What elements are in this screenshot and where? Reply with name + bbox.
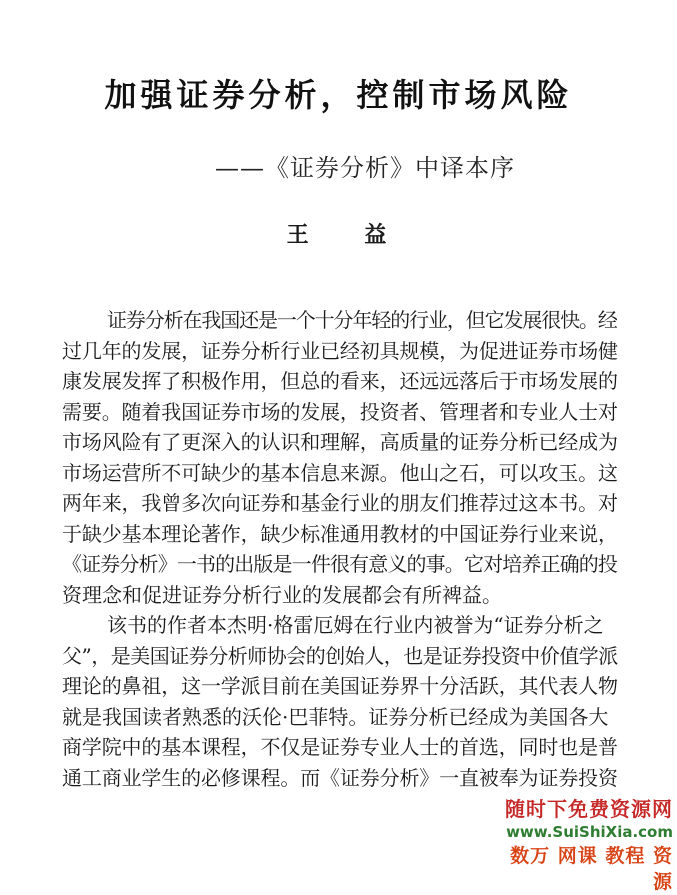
document-author: 王 益 (286, 222, 411, 248)
text-line: 市场运营所不可缺少的基本信息来源。他山之石，可以攻玉。这 (62, 460, 618, 485)
text-line: 于缺少基本理论著作，缺少标准通用教材的中国证券行业来说， (62, 521, 618, 546)
text-line: 需要。随着我国证券市场的发展，投资者、管理者和专业人士对 (62, 399, 618, 424)
body-text (62, 305, 618, 793)
text-line: 康发展发挥了积极作用，但总的看来，还远远落后于市场发展的 (62, 369, 618, 393)
watermark-url: www.SuiShiXia.com (506, 823, 673, 841)
text-line: 就是我国读者熟悉的沃伦·巴菲特。证券分析已经成为美国各大 (62, 704, 609, 729)
watermark-line-3: 数万 网课 教程 资源 (510, 845, 673, 893)
text-line: 市场风险有了更深入的认识和理解，高质量的证券分析已经成为 (62, 430, 618, 454)
site-watermark (505, 797, 673, 893)
text-line: 过几年的发展，证券分析行业已经初具规模，为促进证券市场健 (62, 338, 618, 363)
text-line: 父”，是美国证券分析师协会的创始人，也是证券投资中价值学派 (62, 643, 618, 668)
document-title: 加强证券分析，控制市场风险 (104, 76, 573, 114)
text-line: 理论的鼻祖，这一学派目前在美国证券界十分活跃，其代表人物 (62, 674, 618, 698)
text-line: 该书的作者本杰明·格雷厄姆在行业内被誉为“证券分析之 (107, 613, 604, 637)
text-line: 证券分析在我国还是一个十分年轻的行业，但它发展很快。经 (107, 308, 617, 332)
text-line: 《证券分析》一书的出版是一件很有意义的事。它对培养正确的投 (62, 552, 618, 576)
document-subtitle: ——《证券分析》中译本序 (215, 154, 515, 182)
text-line: 两年来，我曾多次向证券和基金行业的朋友们推荐过这本书。对 (62, 491, 618, 515)
text-line: 通工商业学生的必修课程。而《证券分析》一直被奉为证券投资 (62, 765, 618, 790)
text-line: 资理念和促进证券分析行业的发展都会有所裨益。 (62, 582, 502, 607)
watermark-line-1: 随时下免费资源网 (505, 797, 673, 821)
text-line: 商学院中的基本课程，不仅是证券专业人士的首选，同时也是普 (62, 735, 618, 759)
